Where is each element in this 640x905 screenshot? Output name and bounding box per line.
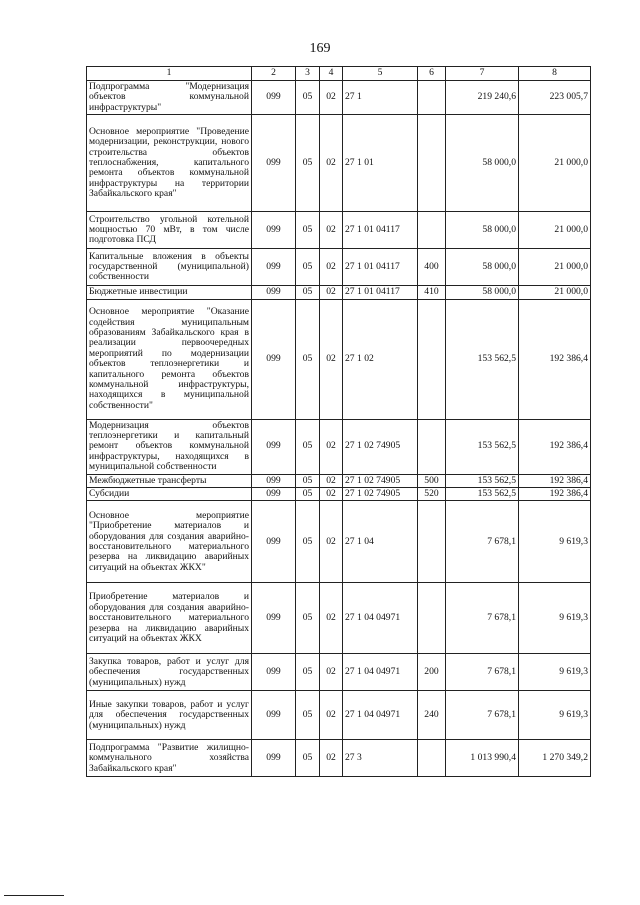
header-row xyxy=(87,67,591,81)
amount-year-2: 9 619,3 xyxy=(519,691,591,740)
column-header: 5 xyxy=(343,67,418,81)
grbs-code: 099 xyxy=(252,81,296,115)
subsection-code: 02 xyxy=(320,286,343,299)
table-row xyxy=(87,286,591,299)
expense-type-code xyxy=(418,583,446,654)
row-name: Иные закупки товаров, работ и услуг для обеспечения государственных (муниципальных) нужд xyxy=(87,691,252,740)
section-code: 05 xyxy=(296,81,320,115)
section-code: 05 xyxy=(296,654,320,691)
grbs-code: 099 xyxy=(252,474,296,487)
target-article-code: 27 1 xyxy=(343,81,418,115)
subsection-code: 02 xyxy=(320,691,343,740)
amount-year-2: 192 386,4 xyxy=(519,419,591,474)
grbs-code: 099 xyxy=(252,299,296,419)
table-row xyxy=(87,740,591,777)
grbs-code: 099 xyxy=(252,691,296,740)
table-row xyxy=(87,115,591,212)
column-header: 2 xyxy=(252,67,296,81)
section-code: 05 xyxy=(296,299,320,419)
amount-year-2: 9 619,3 xyxy=(519,583,591,654)
amount-year-1: 153 562,5 xyxy=(446,488,519,501)
subsection-code: 02 xyxy=(320,501,343,583)
grbs-code: 099 xyxy=(252,654,296,691)
page-number: 169 xyxy=(309,41,331,56)
subsection-code: 02 xyxy=(320,115,343,212)
row-name: Основное мероприятие "Оказание содействия муниципальным образованиям Забайкальского края в реализации первоочередных мероприятий по модернизации объектов теплоэнергетики и капитального ремонта объектов коммунальной инфраструктуры, находящихся в муниципальной собственности" xyxy=(87,299,252,419)
grbs-code: 099 xyxy=(252,583,296,654)
target-article-code: 27 1 02 74905 xyxy=(343,474,418,487)
expense-type-code: 240 xyxy=(418,691,446,740)
target-article-code: 27 1 04 04971 xyxy=(343,691,418,740)
grbs-code: 099 xyxy=(252,488,296,501)
amount-year-1: 58 000,0 xyxy=(446,212,519,249)
table-row xyxy=(87,654,591,691)
column-header: 6 xyxy=(418,67,446,81)
expense-type-code xyxy=(418,212,446,249)
row-name: Основное мероприятие "Приобретение материалов и оборудования для создания аварийно-восстановительного материального резерва на ликвидацию аварийных ситуаций на объектах ЖКХ" xyxy=(87,501,252,583)
target-article-code: 27 1 01 04117 xyxy=(343,286,418,299)
amount-year-2: 21 000,0 xyxy=(519,115,591,212)
target-article-code: 27 1 04 04971 xyxy=(343,583,418,654)
amount-year-1: 7 678,1 xyxy=(446,501,519,583)
target-article-code: 27 1 01 04117 xyxy=(343,212,418,249)
section-code: 05 xyxy=(296,583,320,654)
expense-type-code: 500 xyxy=(418,474,446,487)
row-name: Строительство угольной котельной мощностью 70 мВт, в том числе подготовка ПСД xyxy=(87,212,252,249)
row-name: Закупка товаров, работ и услуг для обеспечения государственных (муниципальных) нужд xyxy=(87,654,252,691)
table-row xyxy=(87,474,591,487)
amount-year-2: 192 386,4 xyxy=(519,488,591,501)
grbs-code: 099 xyxy=(252,740,296,777)
target-article-code: 27 1 02 74905 xyxy=(343,488,418,501)
section-code: 05 xyxy=(296,249,320,286)
target-article-code: 27 1 02 xyxy=(343,299,418,419)
amount-year-1: 7 678,1 xyxy=(446,691,519,740)
amount-year-1: 58 000,0 xyxy=(446,249,519,286)
subsection-code: 02 xyxy=(320,249,343,286)
subsection-code: 02 xyxy=(320,474,343,487)
grbs-code: 099 xyxy=(252,249,296,286)
amount-year-2: 192 386,4 xyxy=(519,474,591,487)
amount-year-2: 1 270 349,2 xyxy=(519,740,591,777)
section-code: 05 xyxy=(296,488,320,501)
target-article-code: 27 1 04 xyxy=(343,501,418,583)
amount-year-2: 21 000,0 xyxy=(519,249,591,286)
table-row xyxy=(87,299,591,419)
amount-year-1: 7 678,1 xyxy=(446,654,519,691)
expense-type-code: 400 xyxy=(418,249,446,286)
section-code: 05 xyxy=(296,286,320,299)
amount-year-1: 1 013 990,4 xyxy=(446,740,519,777)
column-header: 8 xyxy=(519,67,591,81)
target-article-code: 27 1 01 xyxy=(343,115,418,212)
subsection-code: 02 xyxy=(320,299,343,419)
column-header: 1 xyxy=(87,67,252,81)
section-code: 05 xyxy=(296,419,320,474)
expense-type-code xyxy=(418,81,446,115)
expense-type-code xyxy=(418,419,446,474)
amount-year-1: 153 562,5 xyxy=(446,299,519,419)
table-row xyxy=(87,501,591,583)
table-row xyxy=(87,249,591,286)
subsection-code: 02 xyxy=(320,654,343,691)
row-name: Приобретение материалов и оборудования для создания аварийно-восстановительного материального резерва на ликвидацию аварийных ситуаций на объектах ЖКХ xyxy=(87,583,252,654)
section-code: 05 xyxy=(296,115,320,212)
subsection-code: 02 xyxy=(320,419,343,474)
amount-year-1: 58 000,0 xyxy=(446,286,519,299)
subsection-code: 02 xyxy=(320,740,343,777)
subsection-code: 02 xyxy=(320,81,343,115)
section-code: 05 xyxy=(296,501,320,583)
expense-type-code: 410 xyxy=(418,286,446,299)
subsection-code: 02 xyxy=(320,583,343,654)
amount-year-2: 223 005,7 xyxy=(519,81,591,115)
grbs-code: 099 xyxy=(252,212,296,249)
table-row xyxy=(87,81,591,115)
amount-year-1: 58 000,0 xyxy=(446,115,519,212)
expense-type-code: 520 xyxy=(418,488,446,501)
amount-year-2: 21 000,0 xyxy=(519,212,591,249)
row-name: Модернизация объектов теплоэнергетики и капитальный ремонт объектов коммунальной инфраструктуры, находящихся в муниципальной собственности xyxy=(87,419,252,474)
amount-year-1: 153 562,5 xyxy=(446,419,519,474)
target-article-code: 27 1 02 74905 xyxy=(343,419,418,474)
section-code: 05 xyxy=(296,474,320,487)
target-article-code: 27 3 xyxy=(343,740,418,777)
section-code: 05 xyxy=(296,740,320,777)
grbs-code: 099 xyxy=(252,419,296,474)
amount-year-1: 219 240,6 xyxy=(446,81,519,115)
amount-year-2: 9 619,3 xyxy=(519,501,591,583)
amount-year-1: 153 562,5 xyxy=(446,474,519,487)
expense-type-code xyxy=(418,501,446,583)
row-name: Межбюджетные трансферты xyxy=(87,474,252,487)
amount-year-1: 7 678,1 xyxy=(446,583,519,654)
section-code: 05 xyxy=(296,212,320,249)
row-name: Основное мероприятие "Проведение модернизации, реконструкции, нового строительства объектов теплоснабжения, капитального ремонта объектов коммунальной инфраструктуры на территории Забайкальского края" xyxy=(87,115,252,212)
table-row xyxy=(87,583,591,654)
subsection-code: 02 xyxy=(320,212,343,249)
table-row xyxy=(87,419,591,474)
amount-year-2: 21 000,0 xyxy=(519,286,591,299)
expense-type-code: 200 xyxy=(418,654,446,691)
row-name: Бюджетные инвестиции xyxy=(87,286,252,299)
section-code: 05 xyxy=(296,691,320,740)
grbs-code: 099 xyxy=(252,115,296,212)
amount-year-2: 192 386,4 xyxy=(519,299,591,419)
column-header: 3 xyxy=(296,67,320,81)
column-header: 7 xyxy=(446,67,519,81)
expense-type-code xyxy=(418,115,446,212)
column-header: 4 xyxy=(320,67,343,81)
table-row xyxy=(87,691,591,740)
expense-type-code xyxy=(418,299,446,419)
footnote-rule xyxy=(4,895,64,896)
row-name: Подпрограмма "Развитие жилищно-коммунального хозяйства Забайкальского края" xyxy=(87,740,252,777)
subsection-code: 02 xyxy=(320,488,343,501)
table-body xyxy=(87,81,591,777)
table-row xyxy=(87,488,591,501)
row-name: Капитальные вложения в объекты государственной (муниципальной) собственности xyxy=(87,249,252,286)
row-name: Субсидии xyxy=(87,488,252,501)
expense-type-code xyxy=(418,740,446,777)
grbs-code: 099 xyxy=(252,501,296,583)
row-name: Подпрограмма "Модернизация объектов коммунальной инфраструктуры" xyxy=(87,81,252,115)
grbs-code: 099 xyxy=(252,286,296,299)
target-article-code: 27 1 04 04971 xyxy=(343,654,418,691)
target-article-code: 27 1 01 04117 xyxy=(343,249,418,286)
budget-table xyxy=(86,66,591,777)
table-row xyxy=(87,212,591,249)
amount-year-2: 9 619,3 xyxy=(519,654,591,691)
